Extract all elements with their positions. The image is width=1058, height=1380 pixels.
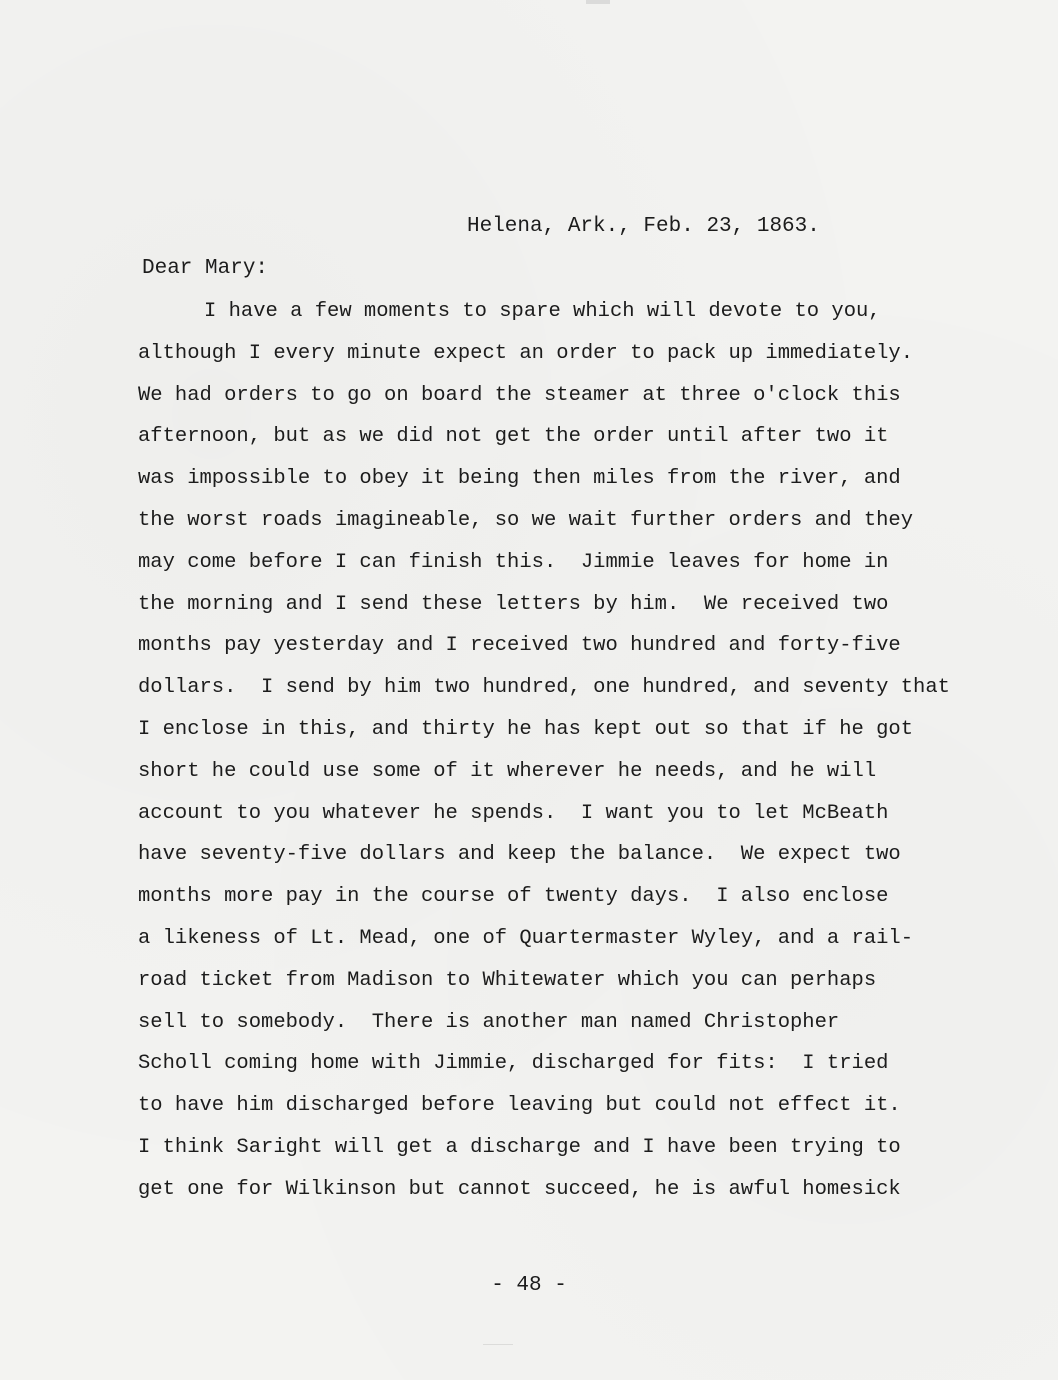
- body-line: I have a few moments to spare which will devote to you,: [204, 300, 881, 323]
- body-line: road ticket from Madison to Whitewater which you can perhaps: [138, 968, 877, 992]
- body-line: a likeness of Lt. Mead, one of Quartermaster Wyley, and a rail-: [138, 926, 914, 950]
- body-line: was impossible to obey it being then miles from the river, and: [138, 467, 901, 491]
- letter-salutation: Dear Mary:: [142, 257, 269, 280]
- letter-dateline: Helena, Ark., Feb. 23, 1863.: [467, 215, 820, 238]
- body-line: may come before I can finish this. Jimmie leaves for home in: [138, 550, 889, 574]
- body-line: sell to somebody. There is another man named Christopher: [138, 1010, 840, 1034]
- body-line: short he could use some of it wherever he needs, and he will: [138, 759, 877, 783]
- page-number: - 48 -: [491, 1274, 567, 1297]
- body-line: months pay yesterday and I received two hundred and forty-five: [138, 634, 901, 658]
- body-line: Scholl coming home with Jimmie, discharged for fits: I tried: [138, 1052, 889, 1076]
- body-line: dollars. I send by him two hundred, one hundred, and seventy that: [138, 676, 950, 700]
- scan-mark-top: [586, 0, 610, 4]
- body-line: months more pay in the course of twenty days. I also enclose: [138, 885, 889, 909]
- body-line: We had orders to go on board the steamer at three o'clock this: [138, 383, 901, 407]
- body-line: the morning and I send these letters by him. We received two: [138, 592, 889, 616]
- body-line: account to you whatever he spends. I want you to let McBeath: [138, 801, 889, 825]
- body-line: get one for Wilkinson but cannot succeed, he is awful homesick: [138, 1177, 901, 1201]
- letter-body: [138, 297, 1038, 1217]
- body-line: afternoon, but as we did not get the order until after two it: [138, 425, 889, 449]
- body-line: the worst roads imagineable, so we wait further orders and they: [138, 508, 914, 532]
- body-line: I enclose in this, and thirty he has kept out so that if he got: [138, 717, 914, 741]
- body-line: I think Saright will get a discharge and I have been trying to: [138, 1135, 901, 1159]
- body-line: have seventy-five dollars and keep the balance. We expect two: [138, 843, 901, 867]
- scan-mark-bottom: [483, 1334, 513, 1345]
- body-line: although I every minute expect an order to pack up immediately.: [138, 341, 914, 365]
- body-line: to have him discharged before leaving but could not effect it.: [138, 1094, 901, 1118]
